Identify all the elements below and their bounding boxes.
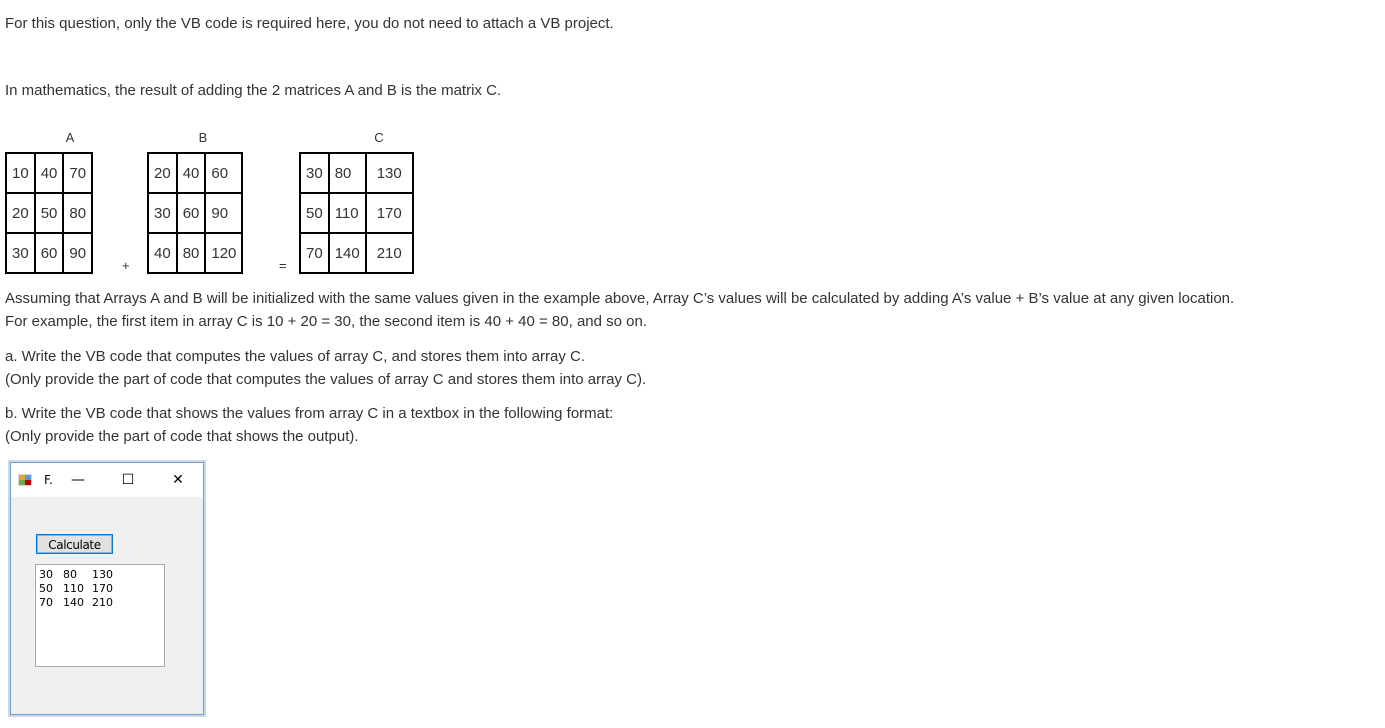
part-a-line-2: (Only provide the part of code that computes the values of array C and stores them into array C). xyxy=(5,371,647,388)
matrix-cell: 120 xyxy=(205,233,242,273)
matrix-cell: 60 xyxy=(205,153,242,193)
matrix-c xyxy=(299,152,414,274)
output-value: 50 xyxy=(39,582,53,595)
matrix-cell: 60 xyxy=(177,193,206,233)
calculate-button[interactable]: Calculate xyxy=(36,534,113,554)
part-b-line-1: b. Write the VB code that shows the values from array C in a textbox in the following format: xyxy=(5,405,614,422)
output-line xyxy=(39,596,113,609)
matrix-b-label: B xyxy=(198,130,208,145)
output-value: 130 xyxy=(92,568,113,581)
maximize-button[interactable]: ☐ xyxy=(121,472,135,488)
explanation-line-2: For example, the first item in array C is 10 + 20 = 30, the second item is 40 + 40 = 80, and so on. xyxy=(5,313,648,330)
plus-sign: + xyxy=(122,258,130,273)
matrix-a-label: A xyxy=(65,130,75,145)
close-button[interactable]: ✕ xyxy=(172,472,184,488)
output-value: 210 xyxy=(92,596,113,609)
matrix-row xyxy=(6,193,92,233)
matrix-row xyxy=(148,193,242,233)
matrix-cell: 210 xyxy=(366,233,413,273)
output-line xyxy=(39,582,113,595)
matrix-cell: 90 xyxy=(63,233,92,273)
output-line xyxy=(39,568,113,581)
matrix-cell: 50 xyxy=(300,193,329,233)
output-value: 170 xyxy=(92,582,113,595)
matrix-cell: 30 xyxy=(6,233,35,273)
matrix-cell: 60 xyxy=(35,233,64,273)
matrix-cell: 80 xyxy=(177,233,206,273)
output-textbox[interactable] xyxy=(35,564,165,667)
intro-text: For this question, only the VB code is required here, you do not need to attach a VB project. xyxy=(5,15,614,32)
output-value: 70 xyxy=(39,596,53,609)
matrix-cell: 40 xyxy=(35,153,64,193)
output-value: 80 xyxy=(63,568,77,581)
matrix-row xyxy=(300,153,413,193)
matrix-cell: 80 xyxy=(329,153,366,193)
matrix-row xyxy=(300,233,413,273)
matrix-cell: 70 xyxy=(300,233,329,273)
matrix-cell: 40 xyxy=(148,233,177,273)
matrix-cell: 130 xyxy=(366,153,413,193)
matrix-cell: 170 xyxy=(366,193,413,233)
matrix-cell: 20 xyxy=(148,153,177,193)
matrix-cell: 40 xyxy=(177,153,206,193)
matrix-cell: 70 xyxy=(63,153,92,193)
matrix-cell: 110 xyxy=(329,193,366,233)
matrix-cell: 20 xyxy=(6,193,35,233)
matrix-cell: 80 xyxy=(63,193,92,233)
matrix-b xyxy=(147,152,243,274)
output-value: 30 xyxy=(39,568,53,581)
matrix-row xyxy=(6,153,92,193)
matrix-cell: 30 xyxy=(148,193,177,233)
explanation-line-1: Assuming that Arrays A and B will be initialized with the same values given in the example above, Array C’s values will be calculated by adding A’s value + B’s value at any given location. xyxy=(5,290,1235,307)
math-statement: In mathematics, the result of adding the 2 matrices A and B is the matrix C. xyxy=(5,82,502,99)
form-title: F. xyxy=(44,473,53,487)
vb-form-window xyxy=(10,462,204,715)
matrix-c-label: C xyxy=(374,130,384,145)
matrix-a xyxy=(5,152,93,274)
matrix-row xyxy=(6,233,92,273)
matrix-cell: 30 xyxy=(300,153,329,193)
matrix-cell: 140 xyxy=(329,233,366,273)
form-titlebar[interactable] xyxy=(11,463,203,497)
matrix-row xyxy=(148,153,242,193)
minimize-button[interactable]: — xyxy=(71,472,85,488)
matrix-row xyxy=(300,193,413,233)
form-app-icon xyxy=(18,474,32,486)
matrix-cell: 50 xyxy=(35,193,64,233)
part-b-line-2: (Only provide the part of code that shows the output). xyxy=(5,428,359,445)
matrix-row xyxy=(148,233,242,273)
output-value: 110 xyxy=(63,582,84,595)
equals-sign: = xyxy=(279,258,287,273)
matrix-cell: 10 xyxy=(6,153,35,193)
output-value: 140 xyxy=(63,596,84,609)
matrix-cell: 90 xyxy=(205,193,242,233)
part-a-line-1: a. Write the VB code that computes the values of array C, and stores them into array C. xyxy=(5,348,585,365)
